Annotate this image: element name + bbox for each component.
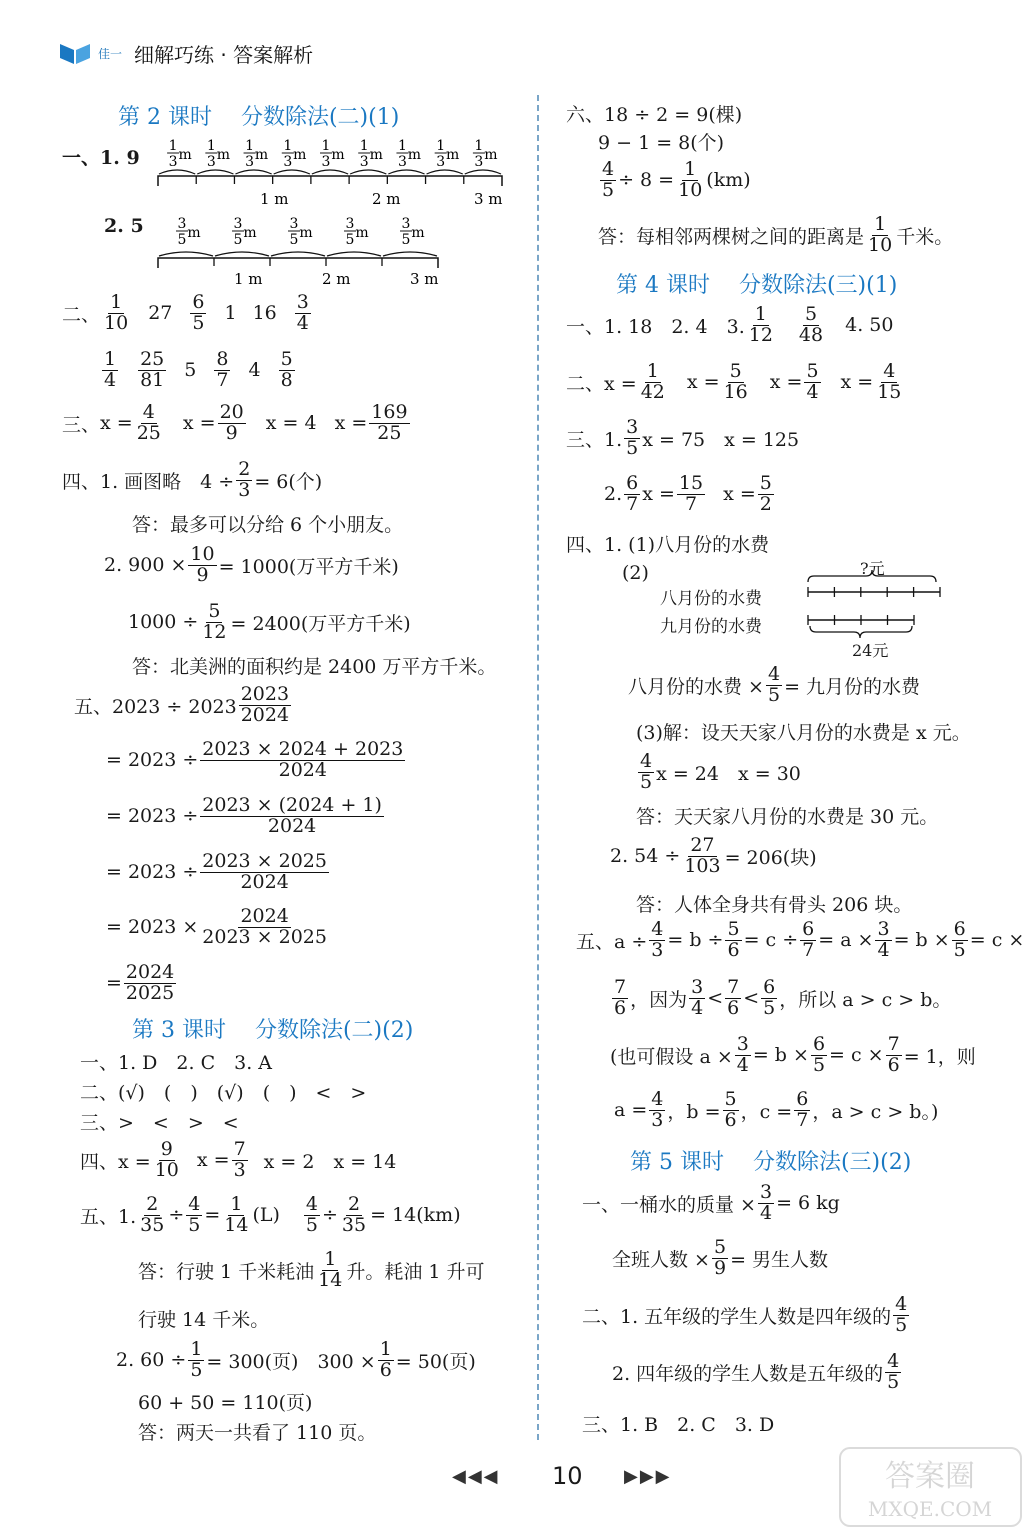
svg-text:m: m <box>484 147 498 163</box>
watermark-logo <box>838 1446 1023 1528</box>
r-s6-l3: $\frac{4}{5}$ ÷ 8 = $\frac{1}{10}$ (km) <box>602 158 751 201</box>
svg-text:答案圈: 答案圈 <box>885 1459 975 1494</box>
l4-s2: 二、x = $\frac{1}{42}$ x = $\frac{5}{16}$ x = $\frac{5}{4}$ x = $\frac{4}{15}$ <box>566 360 902 403</box>
svg-text:5: 5 <box>289 232 299 248</box>
seg-label: 1 <box>283 138 293 154</box>
s4-answer-2: 答：北美洲的面积约是 2400 万平方千米。 <box>132 656 497 678</box>
seg-label: 1 <box>474 138 484 154</box>
s5-line4: = 2023 ÷ $\frac{2023 \times 2025}{2024}$ <box>106 850 327 893</box>
l5-s1b: 全班人数 × $\frac{5}{9}$ = 男生人数 <box>612 1236 829 1279</box>
svg-text:m: m <box>254 147 269 163</box>
page-header <box>58 38 313 68</box>
seg-label: 1 <box>206 138 216 154</box>
s5-line2: = 2023 ÷ $\frac{2023 \times 2024 + 2023}{2024}$ <box>106 738 404 781</box>
svg-text:m: m <box>411 225 425 241</box>
s5-line6: = $\frac{2024}{2025}$ <box>106 961 175 1004</box>
svg-text:m: m <box>369 147 383 163</box>
l4-sol-eq: $\frac{4}{5}$ x = 24 x = 30 <box>640 750 801 793</box>
l4-s4-q2-label: (2) <box>622 562 649 584</box>
s2-row2: $\frac{1}{4}$ $\frac{25}{81}$ 5 $\frac{8}{7}$ 4 $\frac{5}{8}$ <box>104 348 293 391</box>
l4-eq: 八月份的水费 × $\frac{4}{5}$ = 九月份的水费 <box>628 663 921 706</box>
seg-label: 1 <box>168 138 178 154</box>
s3-row: 三、 x = $\frac{4}{25}$ x = $\frac{20}{9}$ x = 4 x = $\frac{169}{25}$ <box>62 401 408 444</box>
l4-s3-q2: 2. $\frac{6}{7}$ x = $\frac{15}{7}$ x = $\frac{5}{2}$ <box>604 472 772 515</box>
seg-label: 3 <box>177 216 187 232</box>
svg-text:2 m: 2 m <box>322 270 351 288</box>
svg-text:m: m <box>299 225 313 241</box>
r-s6-l2: 9 − 1 = 8(个) <box>598 132 725 154</box>
yuan-24-label: 24元 <box>852 641 889 660</box>
svg-text:m: m <box>216 147 230 163</box>
svg-text:5: 5 <box>177 232 187 248</box>
header-title: 细解巧练 · 答案解析 <box>134 42 314 67</box>
next-page-arrows[interactable]: ▶▶▶ <box>624 1466 672 1487</box>
lesson-5-title: 第 5 课时 分数除法(三)(2) <box>630 1150 912 1175</box>
l3-ans1: 答：行驶 1 千米耗油 $\frac{1}{14}$ 升。耗油 1 升可 <box>138 1248 485 1291</box>
lesson-2-title: 第 2 课时 分数除法(二)(1) <box>118 105 400 130</box>
l3-s3: 三、> < > < <box>80 1112 239 1134</box>
l4-sol-ans: 答：天天家八月份的水费是 30 元。 <box>636 806 939 828</box>
s4-q1: 四、1. 画图略 4 ÷ $\frac{2}{3}$ = 6(个) <box>62 458 323 501</box>
seg-label: 3 <box>289 216 299 232</box>
page-number: 10 <box>552 1462 583 1490</box>
svg-text:m: m <box>331 147 345 163</box>
svg-text:3: 3 <box>321 154 331 170</box>
l5-s2-q2: 2. 四年级的学生人数是五年级的 $\frac{4}{5}$ <box>612 1350 900 1393</box>
l3-ans2: 答：两天一共看了 110 页。 <box>138 1422 377 1444</box>
segment-diagram-thirds <box>150 138 510 208</box>
svg-text:m: m <box>293 147 307 163</box>
s2-row1: 二、 $\frac{1}{10}$ 27 $\frac{6}{5}$ 1 16 $\frac{3}{4}$ <box>62 291 309 334</box>
seg-label: 1 <box>436 138 446 154</box>
svg-text:5: 5 <box>345 232 355 248</box>
svg-text:1 m: 1 m <box>234 270 263 288</box>
seg-label: 3 <box>345 216 355 232</box>
svg-text:5: 5 <box>401 232 411 248</box>
s4-q2: 2. 900 × $\frac{10}{9}$ = 1000(万平方千米) <box>104 543 399 586</box>
svg-text:m: m <box>178 147 192 163</box>
l4-s5-line3: (也可假设 a × $\frac{3}{4}$ = b × $\frac{6}{5}$ = c × $\frac{7}{6}$ = 1，则 <box>610 1033 976 1076</box>
segment-diagram-fifths <box>150 210 450 288</box>
r-s6-ans: 答：每相邻两棵树之间的距离是 $\frac{1}{10}$ 千米。 <box>598 213 954 256</box>
prev-page-arrows[interactable]: ◀◀◀ <box>452 1466 500 1487</box>
svg-text:MXQE.COM: MXQE.COM <box>867 1497 993 1521</box>
l4-q2: 2. 54 ÷ $\frac{27}{103}$ = 206(块) <box>610 834 817 877</box>
lesson-3-title: 第 3 课时 分数除法(二)(2) <box>132 1018 414 1043</box>
svg-text:3: 3 <box>168 154 178 170</box>
l3-s5-q1: 五、1. $\frac{2}{35}$ ÷ $\frac{4}{5}$ = $\frac{1}{14}$ (L) $\frac{4}{5}$ ÷ $\frac{2}{35}$ = 14(km) <box>80 1193 461 1236</box>
l3-q2-step: 60 + 50 = 110(页) <box>138 1392 313 1414</box>
aug-label: 八月份的水费 <box>660 589 762 609</box>
l4-s5-line1: 五、a ÷ $\frac{4}{3}$ = b ÷ $\frac{5}{6}$ = c ÷ $\frac{6}{7}$ = a × $\frac{3}{4}$ = b × $\frac{6}{5}$ = c × <box>576 918 1025 961</box>
l3-s4: 四、x = $\frac{9}{10}$ x = $\frac{7}{3}$ x = 2 x = 14 <box>80 1138 397 1181</box>
l4-q2-ans: 答：人体全身共有骨头 206 块。 <box>636 894 913 916</box>
svg-text:3: 3 <box>397 154 407 170</box>
s1-q1-label: 一、1. 9 <box>62 147 140 169</box>
l4-s4-q1: 四、1. (1)八月份的水费 <box>566 534 770 556</box>
svg-text:3: 3 <box>436 154 446 170</box>
l5-s2-q1: 二、1. 五年级的学生人数是四年级的 $\frac{4}{5}$ <box>582 1293 908 1336</box>
seg-label: 3 <box>401 216 411 232</box>
lesson-4-title: 第 4 课时 分数除法(三)(1) <box>616 273 898 298</box>
svg-text:5: 5 <box>233 232 243 248</box>
svg-text:m: m <box>187 225 201 241</box>
s4-answer-1: 答：最多可以分给 6 个小朋友。 <box>132 514 404 536</box>
water-fee-bar-diagram <box>800 570 950 645</box>
l5-s1a: 一、一桶水的质量 × $\frac{3}{4}$ = 6 kg <box>582 1181 840 1224</box>
r-s6-l1: 六、18 ÷ 2 = 9(棵) <box>566 104 743 126</box>
svg-text:3: 3 <box>283 154 293 170</box>
seg-label: 1 <box>321 138 331 154</box>
sep-label: 九月份的水费 <box>660 617 762 637</box>
svg-text:m: m <box>355 225 369 241</box>
column-divider <box>537 95 539 1440</box>
book-logo-icon <box>58 40 92 66</box>
seg-label: 1 <box>397 138 407 154</box>
seg-label: 1 <box>245 138 255 154</box>
seg-label: 3 <box>233 216 243 232</box>
l5-s3: 三、1. B 2. C 3. D <box>582 1414 775 1436</box>
d1-label: 1 m <box>260 190 289 208</box>
s5-line3: = 2023 ÷ $\frac{2023 \times (2024 + 1)}{2024}$ <box>106 794 382 837</box>
l4-s5-line2: $\frac{7}{6}$ ，因为 $\frac{3}{4}$ < $\frac{7}{6}$ < $\frac{6}{5}$ ，所以 a > c > b。 <box>614 976 952 1019</box>
l3-s1: 一、1. D 2. C 3. A <box>80 1052 272 1074</box>
brand-name: 佳一 <box>98 46 123 61</box>
svg-text:3: 3 <box>474 154 484 170</box>
l3-ans1-cont: 行驶 14 千米。 <box>138 1309 270 1331</box>
s5-line1: 五、2023 ÷ 2023 $\frac{2023}{2024}$ <box>74 683 290 726</box>
s5-line5: = 2023 × $\frac{2024}{2023 \times 2025}$ <box>106 905 327 948</box>
l4-sol: (3)解：设天天家八月份的水费是 x 元。 <box>636 722 971 744</box>
l3-s2: 二、(√) ( ) (√) ( ) < > <box>80 1082 367 1104</box>
svg-text:3 m: 3 m <box>474 190 503 208</box>
l3-q2: 2. 60 ÷ $\frac{1}{5}$ = 300(页) 300 × $\frac{1}{6}$ = 50(页) <box>116 1338 476 1381</box>
svg-text:2 m: 2 m <box>372 190 401 208</box>
seg-label: 1 <box>359 138 369 154</box>
l4-s5-line4: a = $\frac{4}{3}$ ，b = $\frac{5}{6}$ ，c = $\frac{6}{7}$ ，a > c > b。) <box>614 1088 939 1131</box>
svg-text:m: m <box>243 225 257 241</box>
s4-q2-step: 1000 ÷ $\frac{5}{12}$ = 2400(万平方千米) <box>128 600 411 643</box>
l4-s1: 一、1. 18 2. 4 3. $\frac{1}{12}$ $\frac{5}{48}$ 4. 50 <box>566 303 894 346</box>
svg-text:3: 3 <box>245 154 255 170</box>
l4-s3-q1: 三、1. $\frac{3}{5}$ x = 75 x = 125 <box>566 416 800 459</box>
svg-text:3: 3 <box>206 154 216 170</box>
svg-text:3 m: 3 m <box>410 270 439 288</box>
s1-q2-label: 2. 5 <box>104 215 144 237</box>
unknown-yuan-label: ?元 <box>860 559 885 578</box>
svg-text:m: m <box>446 147 460 163</box>
svg-text:3: 3 <box>359 154 369 170</box>
svg-text:m: m <box>407 147 422 163</box>
